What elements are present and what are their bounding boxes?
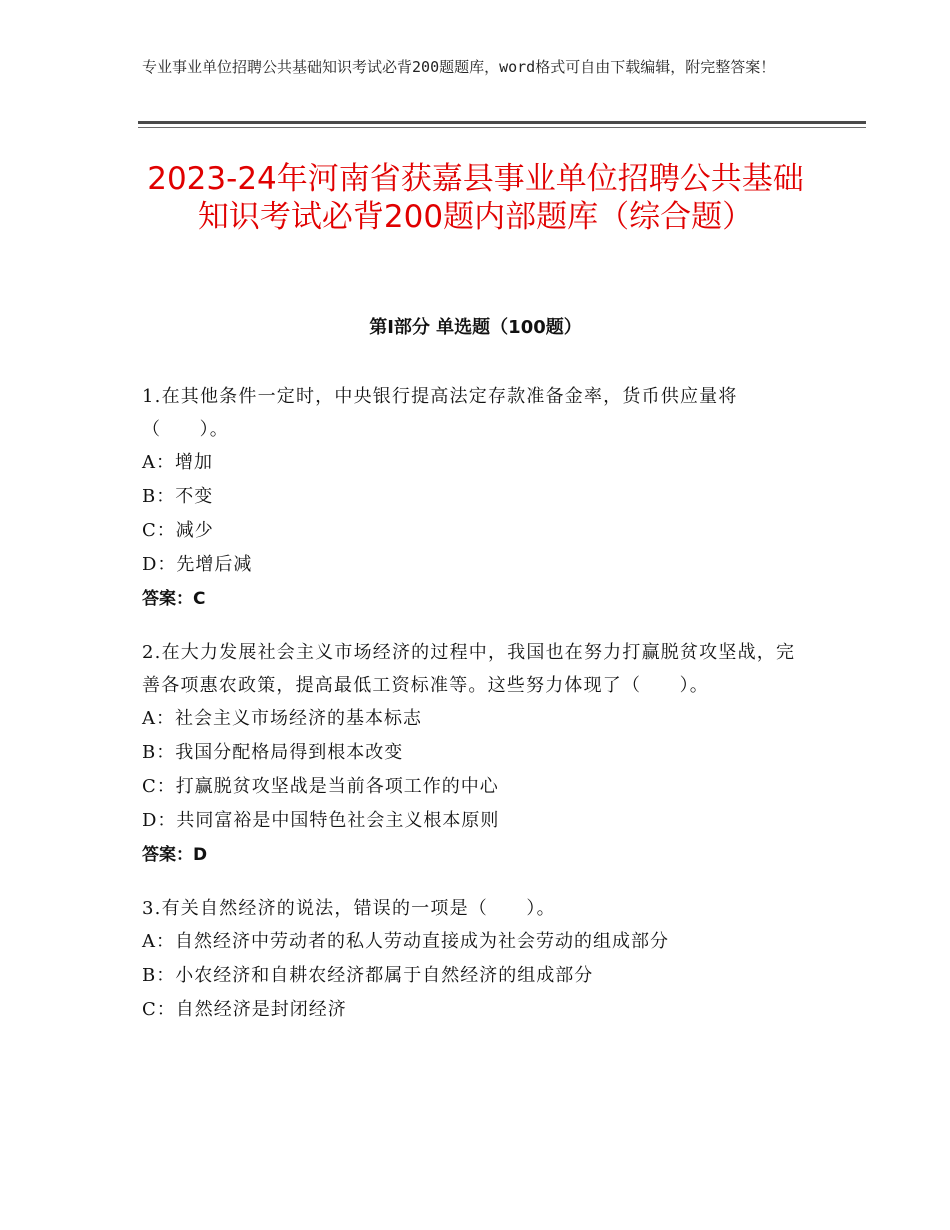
question-list [142, 380, 802, 1047]
header-note: 专业事业单位招聘公共基础知识考试必背200题题库，word格式可自由下载编辑，附完整答案！ [142, 58, 776, 76]
option-d: D：共同富裕是中国特色社会主义根本原则 [142, 810, 500, 831]
question-1 [142, 380, 802, 616]
option-d: D：先增后减 [142, 554, 253, 575]
answer: 答案：D [142, 845, 208, 865]
question-2 [142, 636, 802, 872]
question-3 [142, 892, 802, 1027]
question-stem: 1.在其他条件一定时，中央银行提高法定存款准备金率，货币供应量将（ ）。 [142, 386, 738, 440]
option-c: C：自然经济是封闭经济 [142, 999, 347, 1020]
option-b: B：不变 [142, 486, 214, 507]
option-b: B：我国分配格局得到根本改变 [142, 742, 404, 763]
answer: 答案：C [142, 589, 206, 609]
question-stem: 2.在大力发展社会主义市场经济的过程中，我国也在努力打赢脱贫攻坚战，完善各项惠农政策，提高最低工资标准等。这些努力体现了（ ）。 [142, 642, 796, 696]
option-a: A：增加 [142, 452, 213, 473]
option-a: A：自然经济中劳动者的私人劳动直接成为社会劳动的组成部分 [142, 931, 669, 952]
header-divider-thick [138, 121, 866, 124]
option-c: C：减少 [142, 520, 214, 541]
option-b: B：小农经济和自耕农经济都属于自然经济的组成部分 [142, 965, 594, 986]
option-a: A：社会主义市场经济的基本标志 [142, 708, 422, 729]
header-divider-thin [138, 127, 866, 128]
document-title: 2023-24年河南省获嘉县事业单位招聘公共基础知识考试必背200题内部题库（综合题） [147, 161, 804, 235]
section-heading: 第I部分 单选题（100题） [369, 317, 582, 338]
question-stem: 3.有关自然经济的说法，错误的一项是（ ）。 [142, 898, 556, 919]
option-c: C：打赢脱贫攻坚战是当前各项工作的中心 [142, 776, 499, 797]
